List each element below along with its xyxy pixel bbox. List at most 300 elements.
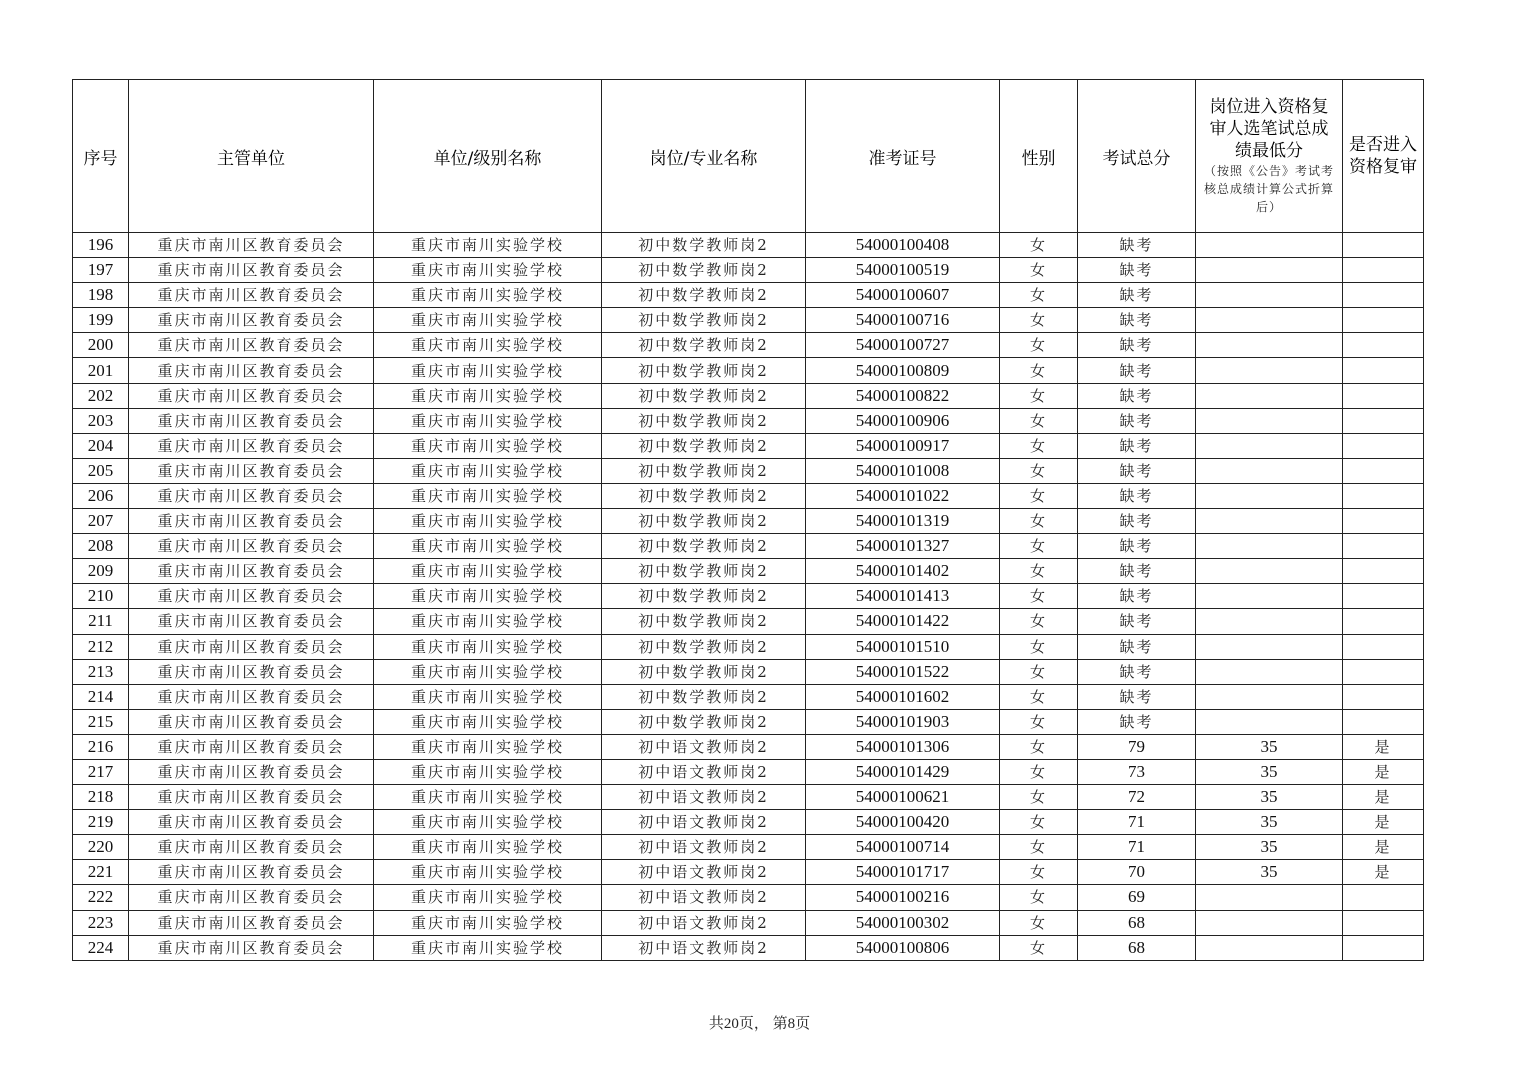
- results-table: [72, 79, 1424, 961]
- cell-unit: 重庆市南川实验学校: [374, 885, 602, 910]
- cell-gender: 女: [1000, 559, 1078, 584]
- cell-unit: 重庆市南川实验学校: [374, 759, 602, 784]
- cell-min-score: [1196, 283, 1343, 308]
- cell-authority: 重庆市南川区教育委员会: [129, 333, 374, 358]
- cell-position: 初中数学教师岗2: [602, 408, 806, 433]
- table-row: [73, 283, 1424, 308]
- table-row: [73, 458, 1424, 483]
- cell-ticket: 54000101429: [806, 759, 1000, 784]
- cell-authority: 重庆市南川区教育委员会: [129, 534, 374, 559]
- cell-min-score: [1196, 483, 1343, 508]
- cell-seq: 220: [73, 835, 129, 860]
- cell-unit: 重庆市南川实验学校: [374, 233, 602, 258]
- cell-authority: 重庆市南川区教育委员会: [129, 283, 374, 308]
- cell-ticket: 54000100519: [806, 258, 1000, 283]
- cell-min-score: [1196, 408, 1343, 433]
- cell-seq: 199: [73, 308, 129, 333]
- header-min-score-title: 岗位进入资格复审人选笔试总成绩最低分: [1209, 97, 1329, 161]
- cell-enter-review: [1343, 935, 1424, 960]
- cell-ticket: 54000100906: [806, 408, 1000, 433]
- cell-min-score: [1196, 308, 1343, 333]
- cell-unit: 重庆市南川实验学校: [374, 308, 602, 333]
- cell-ticket: 54000101008: [806, 458, 1000, 483]
- cell-position: 初中语文教师岗2: [602, 935, 806, 960]
- cell-authority: 重庆市南川区教育委员会: [129, 734, 374, 759]
- cell-enter-review: [1343, 408, 1424, 433]
- cell-authority: 重庆市南川区教育委员会: [129, 483, 374, 508]
- table-body: [73, 233, 1424, 961]
- cell-enter-review: [1343, 910, 1424, 935]
- cell-authority: 重庆市南川区教育委员会: [129, 308, 374, 333]
- cell-total: 71: [1078, 835, 1196, 860]
- cell-seq: 201: [73, 358, 129, 383]
- cell-total: 缺考: [1078, 258, 1196, 283]
- cell-ticket: 54000101510: [806, 634, 1000, 659]
- cell-unit: 重庆市南川实验学校: [374, 584, 602, 609]
- header-authority: 主管单位: [129, 80, 374, 233]
- cell-total: 68: [1078, 910, 1196, 935]
- cell-authority: 重庆市南川区教育委员会: [129, 785, 374, 810]
- cell-enter-review: [1343, 433, 1424, 458]
- cell-enter-review: [1343, 458, 1424, 483]
- cell-gender: 女: [1000, 910, 1078, 935]
- table-row: [73, 233, 1424, 258]
- cell-min-score: [1196, 258, 1343, 283]
- cell-gender: 女: [1000, 534, 1078, 559]
- cell-unit: 重庆市南川实验学校: [374, 509, 602, 534]
- header-position: 岗位/专业名称: [602, 80, 806, 233]
- cell-gender: 女: [1000, 609, 1078, 634]
- cell-gender: 女: [1000, 458, 1078, 483]
- cell-authority: 重庆市南川区教育委员会: [129, 659, 374, 684]
- cell-gender: 女: [1000, 233, 1078, 258]
- cell-enter-review: [1343, 233, 1424, 258]
- cell-total: 缺考: [1078, 559, 1196, 584]
- cell-seq: 207: [73, 509, 129, 534]
- cell-total: 缺考: [1078, 634, 1196, 659]
- table-row: [73, 885, 1424, 910]
- cell-seq: 206: [73, 483, 129, 508]
- cell-total: 69: [1078, 885, 1196, 910]
- cell-enter-review: [1343, 559, 1424, 584]
- cell-unit: 重庆市南川实验学校: [374, 333, 602, 358]
- table-row: [73, 383, 1424, 408]
- cell-enter-review: [1343, 308, 1424, 333]
- cell-ticket: 54000100809: [806, 358, 1000, 383]
- cell-authority: 重庆市南川区教育委员会: [129, 759, 374, 784]
- cell-min-score: [1196, 634, 1343, 659]
- cell-seq: 215: [73, 709, 129, 734]
- cell-enter-review: [1343, 333, 1424, 358]
- cell-ticket: 54000101522: [806, 659, 1000, 684]
- cell-unit: 重庆市南川实验学校: [374, 383, 602, 408]
- cell-total: 缺考: [1078, 233, 1196, 258]
- table-row: [73, 759, 1424, 784]
- cell-enter-review: [1343, 358, 1424, 383]
- cell-ticket: 54000101413: [806, 584, 1000, 609]
- cell-seq: 217: [73, 759, 129, 784]
- cell-seq: 214: [73, 684, 129, 709]
- table-row: [73, 634, 1424, 659]
- cell-enter-review: 是: [1343, 759, 1424, 784]
- cell-total: 缺考: [1078, 383, 1196, 408]
- cell-gender: 女: [1000, 709, 1078, 734]
- table-row: [73, 860, 1424, 885]
- cell-position: 初中语文教师岗2: [602, 759, 806, 784]
- cell-seq: 210: [73, 584, 129, 609]
- table-row: [73, 810, 1424, 835]
- table-row: [73, 935, 1424, 960]
- cell-position: 初中数学教师岗2: [602, 684, 806, 709]
- cell-unit: 重庆市南川实验学校: [374, 283, 602, 308]
- cell-enter-review: [1343, 885, 1424, 910]
- cell-position: 初中语文教师岗2: [602, 835, 806, 860]
- cell-ticket: 54000101903: [806, 709, 1000, 734]
- cell-total: 缺考: [1078, 308, 1196, 333]
- cell-unit: 重庆市南川实验学校: [374, 935, 602, 960]
- cell-gender: 女: [1000, 408, 1078, 433]
- cell-enter-review: [1343, 659, 1424, 684]
- cell-seq: 200: [73, 333, 129, 358]
- cell-gender: 女: [1000, 258, 1078, 283]
- cell-enter-review: [1343, 383, 1424, 408]
- cell-enter-review: [1343, 634, 1424, 659]
- cell-total: 缺考: [1078, 609, 1196, 634]
- cell-seq: 205: [73, 458, 129, 483]
- cell-authority: 重庆市南川区教育委员会: [129, 684, 374, 709]
- cell-min-score: 35: [1196, 860, 1343, 885]
- cell-unit: 重庆市南川实验学校: [374, 483, 602, 508]
- table-header: [73, 80, 1424, 233]
- cell-seq: 219: [73, 810, 129, 835]
- cell-authority: 重庆市南川区教育委员会: [129, 358, 374, 383]
- header-gender: 性别: [1000, 80, 1078, 233]
- cell-position: 初中数学教师岗2: [602, 709, 806, 734]
- cell-authority: 重庆市南川区教育委员会: [129, 935, 374, 960]
- cell-total: 缺考: [1078, 534, 1196, 559]
- table-row: [73, 534, 1424, 559]
- cell-unit: 重庆市南川实验学校: [374, 258, 602, 283]
- cell-position: 初中语文教师岗2: [602, 734, 806, 759]
- cell-min-score: [1196, 584, 1343, 609]
- cell-gender: 女: [1000, 333, 1078, 358]
- cell-total: 70: [1078, 860, 1196, 885]
- cell-authority: 重庆市南川区教育委员会: [129, 458, 374, 483]
- cell-position: 初中数学教师岗2: [602, 358, 806, 383]
- cell-authority: 重庆市南川区教育委员会: [129, 509, 374, 534]
- cell-enter-review: [1343, 283, 1424, 308]
- table-row: [73, 709, 1424, 734]
- cell-min-score: 35: [1196, 734, 1343, 759]
- cell-gender: 女: [1000, 734, 1078, 759]
- cell-total: 缺考: [1078, 483, 1196, 508]
- cell-authority: 重庆市南川区教育委员会: [129, 709, 374, 734]
- table-row: [73, 684, 1424, 709]
- cell-total: 缺考: [1078, 458, 1196, 483]
- cell-total: 缺考: [1078, 333, 1196, 358]
- cell-unit: 重庆市南川实验学校: [374, 910, 602, 935]
- cell-position: 初中数学教师岗2: [602, 584, 806, 609]
- table-row: [73, 785, 1424, 810]
- cell-unit: 重庆市南川实验学校: [374, 559, 602, 584]
- table-row: [73, 358, 1424, 383]
- cell-min-score: [1196, 684, 1343, 709]
- cell-position: 初中数学教师岗2: [602, 634, 806, 659]
- cell-min-score: [1196, 935, 1343, 960]
- cell-min-score: [1196, 433, 1343, 458]
- cell-unit: 重庆市南川实验学校: [374, 810, 602, 835]
- cell-seq: 208: [73, 534, 129, 559]
- cell-total: 73: [1078, 759, 1196, 784]
- cell-enter-review: 是: [1343, 785, 1424, 810]
- cell-authority: 重庆市南川区教育委员会: [129, 810, 374, 835]
- cell-enter-review: 是: [1343, 734, 1424, 759]
- cell-gender: 女: [1000, 634, 1078, 659]
- cell-ticket: 54000100302: [806, 910, 1000, 935]
- cell-enter-review: [1343, 258, 1424, 283]
- cell-position: 初中数学教师岗2: [602, 483, 806, 508]
- cell-seq: 211: [73, 609, 129, 634]
- table-row: [73, 584, 1424, 609]
- cell-seq: 224: [73, 935, 129, 960]
- cell-unit: 重庆市南川实验学校: [374, 609, 602, 634]
- header-enter-review: 是否进入资格复审: [1343, 80, 1424, 233]
- cell-ticket: 54000101327: [806, 534, 1000, 559]
- table-row: [73, 408, 1424, 433]
- cell-unit: 重庆市南川实验学校: [374, 684, 602, 709]
- cell-gender: 女: [1000, 885, 1078, 910]
- cell-unit: 重庆市南川实验学校: [374, 534, 602, 559]
- cell-enter-review: 是: [1343, 860, 1424, 885]
- cell-total: 缺考: [1078, 684, 1196, 709]
- cell-authority: 重庆市南川区教育委员会: [129, 860, 374, 885]
- cell-seq: 198: [73, 283, 129, 308]
- table-row: [73, 659, 1424, 684]
- cell-ticket: 54000101022: [806, 483, 1000, 508]
- cell-seq: 212: [73, 634, 129, 659]
- cell-ticket: 54000101402: [806, 559, 1000, 584]
- cell-authority: 重庆市南川区教育委员会: [129, 433, 374, 458]
- cell-gender: 女: [1000, 810, 1078, 835]
- cell-min-score: [1196, 885, 1343, 910]
- cell-enter-review: [1343, 684, 1424, 709]
- header-min-score: [1196, 80, 1343, 233]
- table-row: [73, 609, 1424, 634]
- cell-min-score: [1196, 358, 1343, 383]
- cell-enter-review: [1343, 609, 1424, 634]
- cell-total: 79: [1078, 734, 1196, 759]
- cell-position: 初中数学教师岗2: [602, 433, 806, 458]
- cell-ticket: 54000100607: [806, 283, 1000, 308]
- cell-position: 初中数学教师岗2: [602, 333, 806, 358]
- cell-seq: 213: [73, 659, 129, 684]
- cell-authority: 重庆市南川区教育委员会: [129, 258, 374, 283]
- cell-seq: 197: [73, 258, 129, 283]
- cell-min-score: [1196, 609, 1343, 634]
- cell-ticket: 54000100727: [806, 333, 1000, 358]
- cell-gender: 女: [1000, 684, 1078, 709]
- cell-position: 初中数学教师岗2: [602, 283, 806, 308]
- table-row: [73, 308, 1424, 333]
- header-row: [73, 80, 1424, 233]
- cell-authority: 重庆市南川区教育委员会: [129, 559, 374, 584]
- cell-unit: 重庆市南川实验学校: [374, 433, 602, 458]
- cell-seq: 216: [73, 734, 129, 759]
- cell-position: 初中数学教师岗2: [602, 534, 806, 559]
- cell-authority: 重庆市南川区教育委员会: [129, 835, 374, 860]
- cell-authority: 重庆市南川区教育委员会: [129, 233, 374, 258]
- cell-enter-review: [1343, 483, 1424, 508]
- cell-unit: 重庆市南川实验学校: [374, 835, 602, 860]
- header-total: 考试总分: [1078, 80, 1196, 233]
- cell-total: 缺考: [1078, 433, 1196, 458]
- table-row: [73, 483, 1424, 508]
- cell-gender: 女: [1000, 358, 1078, 383]
- cell-seq: 203: [73, 408, 129, 433]
- cell-position: 初中数学教师岗2: [602, 509, 806, 534]
- cell-total: 缺考: [1078, 408, 1196, 433]
- cell-unit: 重庆市南川实验学校: [374, 358, 602, 383]
- cell-total: 缺考: [1078, 509, 1196, 534]
- cell-min-score: [1196, 534, 1343, 559]
- cell-unit: 重庆市南川实验学校: [374, 634, 602, 659]
- cell-seq: 221: [73, 860, 129, 885]
- table-row: [73, 433, 1424, 458]
- cell-position: 初中数学教师岗2: [602, 559, 806, 584]
- table-row: [73, 258, 1424, 283]
- page-number: 共20页， 第8页: [708, 1016, 811, 1032]
- cell-position: 初中数学教师岗2: [602, 609, 806, 634]
- cell-authority: 重庆市南川区教育委员会: [129, 408, 374, 433]
- cell-seq: 218: [73, 785, 129, 810]
- cell-total: 68: [1078, 935, 1196, 960]
- cell-total: 缺考: [1078, 584, 1196, 609]
- cell-authority: 重庆市南川区教育委员会: [129, 910, 374, 935]
- cell-position: 初中语文教师岗2: [602, 785, 806, 810]
- cell-total: 71: [1078, 810, 1196, 835]
- cell-total: 72: [1078, 785, 1196, 810]
- cell-position: 初中数学教师岗2: [602, 308, 806, 333]
- table-row: [73, 559, 1424, 584]
- cell-position: 初中数学教师岗2: [602, 233, 806, 258]
- header-ticket: 准考证号: [806, 80, 1000, 233]
- cell-position: 初中数学教师岗2: [602, 458, 806, 483]
- cell-unit: 重庆市南川实验学校: [374, 785, 602, 810]
- header-unit: 单位/级别名称: [374, 80, 602, 233]
- cell-enter-review: [1343, 509, 1424, 534]
- cell-authority: 重庆市南川区教育委员会: [129, 584, 374, 609]
- cell-position: 初中数学教师岗2: [602, 659, 806, 684]
- cell-position: 初中数学教师岗2: [602, 383, 806, 408]
- cell-min-score: 35: [1196, 835, 1343, 860]
- header-min-score-note: （按照《公告》考试考核总成绩计算公式折算后）: [1203, 164, 1334, 214]
- cell-enter-review: 是: [1343, 810, 1424, 835]
- table-row: [73, 835, 1424, 860]
- cell-total: 缺考: [1078, 659, 1196, 684]
- cell-ticket: 54000101602: [806, 684, 1000, 709]
- cell-unit: 重庆市南川实验学校: [374, 458, 602, 483]
- cell-position: 初中语文教师岗2: [602, 910, 806, 935]
- cell-gender: 女: [1000, 383, 1078, 408]
- cell-enter-review: [1343, 584, 1424, 609]
- cell-gender: 女: [1000, 659, 1078, 684]
- cell-ticket: 54000101422: [806, 609, 1000, 634]
- cell-gender: 女: [1000, 584, 1078, 609]
- cell-min-score: 35: [1196, 810, 1343, 835]
- cell-seq: 223: [73, 910, 129, 935]
- cell-unit: 重庆市南川实验学校: [374, 734, 602, 759]
- cell-enter-review: [1343, 534, 1424, 559]
- cell-enter-review: [1343, 709, 1424, 734]
- table-row: [73, 509, 1424, 534]
- cell-min-score: 35: [1196, 785, 1343, 810]
- cell-ticket: 54000100716: [806, 308, 1000, 333]
- cell-ticket: 54000100822: [806, 383, 1000, 408]
- cell-min-score: [1196, 333, 1343, 358]
- cell-authority: 重庆市南川区教育委员会: [129, 634, 374, 659]
- cell-gender: 女: [1000, 785, 1078, 810]
- cell-gender: 女: [1000, 509, 1078, 534]
- cell-ticket: 54000101319: [806, 509, 1000, 534]
- cell-ticket: 54000100806: [806, 935, 1000, 960]
- cell-gender: 女: [1000, 483, 1078, 508]
- cell-gender: 女: [1000, 308, 1078, 333]
- table-row: [73, 734, 1424, 759]
- cell-ticket: 54000100621: [806, 785, 1000, 810]
- table-row: [73, 333, 1424, 358]
- cell-unit: 重庆市南川实验学校: [374, 860, 602, 885]
- cell-position: 初中语文教师岗2: [602, 860, 806, 885]
- cell-min-score: [1196, 559, 1343, 584]
- cell-seq: 204: [73, 433, 129, 458]
- cell-unit: 重庆市南川实验学校: [374, 408, 602, 433]
- cell-seq: 222: [73, 885, 129, 910]
- cell-min-score: 35: [1196, 759, 1343, 784]
- cell-ticket: 54000100714: [806, 835, 1000, 860]
- cell-min-score: [1196, 659, 1343, 684]
- header-seq: 序号: [73, 80, 129, 233]
- cell-seq: 202: [73, 383, 129, 408]
- cell-authority: 重庆市南川区教育委员会: [129, 383, 374, 408]
- cell-ticket: 54000100216: [806, 885, 1000, 910]
- cell-position: 初中数学教师岗2: [602, 258, 806, 283]
- cell-total: 缺考: [1078, 283, 1196, 308]
- cell-ticket: 54000100420: [806, 810, 1000, 835]
- cell-gender: 女: [1000, 433, 1078, 458]
- cell-min-score: [1196, 383, 1343, 408]
- cell-position: 初中语文教师岗2: [602, 885, 806, 910]
- cell-seq: 196: [73, 233, 129, 258]
- cell-position: 初中语文教师岗2: [602, 810, 806, 835]
- cell-gender: 女: [1000, 935, 1078, 960]
- cell-total: 缺考: [1078, 709, 1196, 734]
- cell-min-score: [1196, 458, 1343, 483]
- cell-authority: 重庆市南川区教育委员会: [129, 885, 374, 910]
- cell-gender: 女: [1000, 860, 1078, 885]
- cell-ticket: 54000100917: [806, 433, 1000, 458]
- cell-unit: 重庆市南川实验学校: [374, 709, 602, 734]
- cell-ticket: 54000100408: [806, 233, 1000, 258]
- cell-seq: 209: [73, 559, 129, 584]
- cell-min-score: [1196, 709, 1343, 734]
- cell-min-score: [1196, 910, 1343, 935]
- cell-unit: 重庆市南川实验学校: [374, 659, 602, 684]
- cell-min-score: [1196, 509, 1343, 534]
- cell-gender: 女: [1000, 759, 1078, 784]
- cell-min-score: [1196, 233, 1343, 258]
- cell-authority: 重庆市南川区教育委员会: [129, 609, 374, 634]
- cell-ticket: 54000101306: [806, 734, 1000, 759]
